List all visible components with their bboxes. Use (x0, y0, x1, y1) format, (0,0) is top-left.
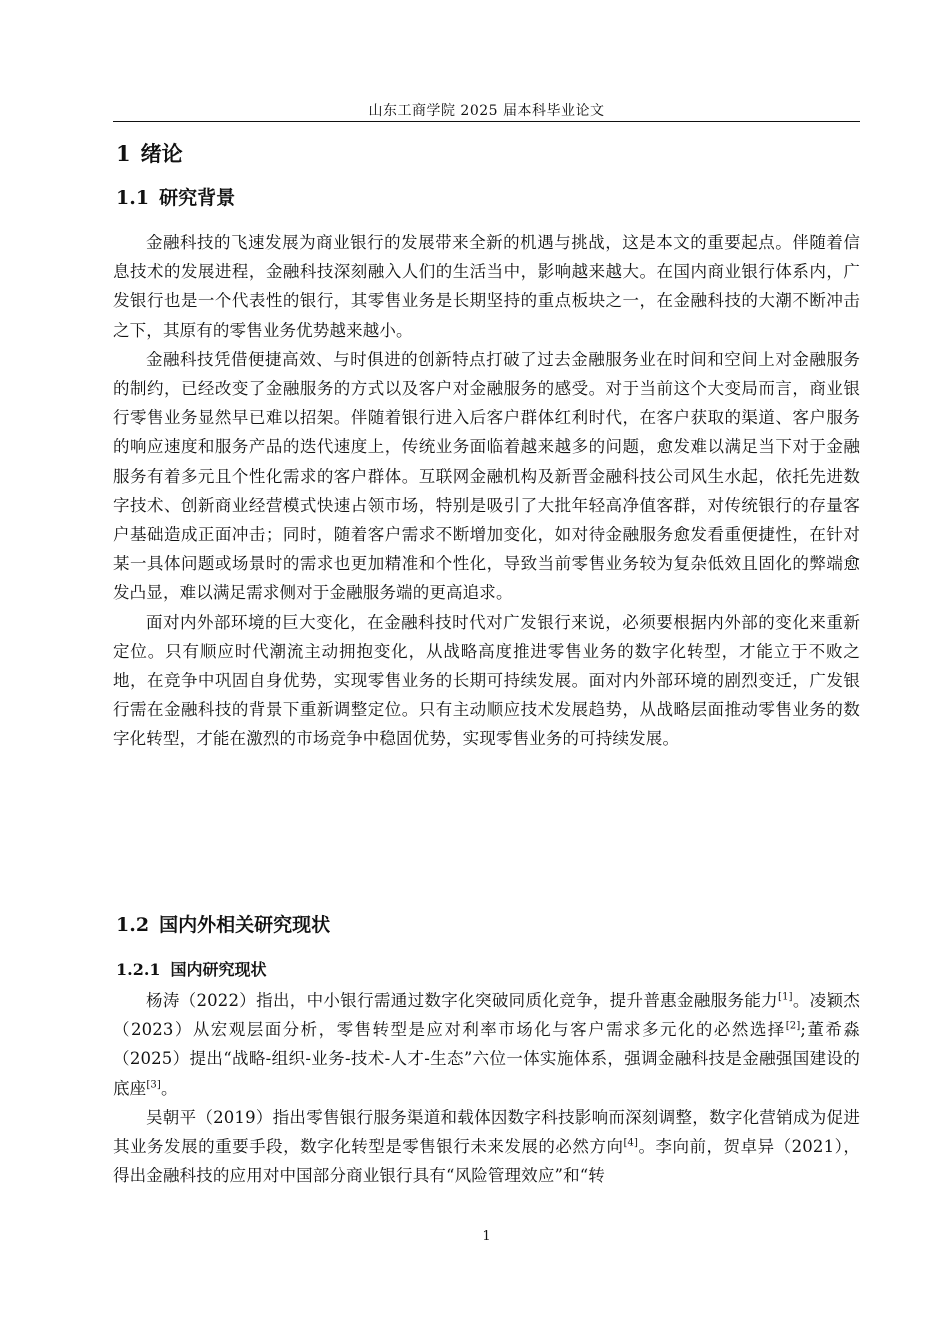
paragraph (113, 986, 860, 1103)
chapter-number: 1 (116, 141, 131, 166)
section-number: 1.1 (116, 187, 150, 209)
paragraph: 面对内外部环境的巨大变化，在金融科技时代对广发银行来说，必须要根据内外部的变化来重新定位。只有顺应时代潮流主动拥抱变化，从战略高度推进零售业务的数字化转型，才能立于不败之地，在竞争中巩固自身优势，实现零售业务的长期可持续发展。面对内外部环境的剧烈变迁，广发银行需在金融科技的背景下重新调整定位。只有主动顺应技术发展趋势，从战略层面推动零售业务的数字化转型，才能在激烈的市场竞争中稳固优势，实现零售业务的可持续发展。 (113, 612, 860, 749)
citation: [1] (778, 991, 793, 1003)
section-heading-1-1 (116, 185, 235, 211)
subsection-number: 1.2.1 (116, 960, 161, 979)
section-number: 1.2 (116, 914, 150, 936)
running-header: 山东工商学院 2025 届本科毕业论文 (368, 103, 605, 119)
citation: [4] (623, 1137, 639, 1149)
citation: [3] (146, 1079, 161, 1091)
citation: [2] (785, 1020, 801, 1032)
section-heading-1-2 (116, 912, 330, 938)
chapter-title: 绪论 (140, 141, 183, 166)
paragraph (113, 1103, 860, 1191)
subsection-heading-1-2-1 (116, 959, 267, 981)
text-run: 杨涛（2022）指出，中小银行需通过数字化突破同质化竞争，提升普惠金融服务能力 (146, 991, 779, 1010)
section-1-2-1-body (113, 986, 860, 1190)
chapter-heading (116, 140, 183, 168)
header-divider (113, 121, 860, 122)
text-run: 吴朝平（2019）指出零售银行服务渠道和载体因数字科技影响而深刻调整，数字化营销成为促进其业务发展的重要手段，数字化转型是零售银行未来发展的必然方向 (113, 1107, 860, 1157)
text-run: ;董希淼（2025）提出“战略-组织-业务-技术-人才-生态”六位一体实施体系，强调金融科技是金融强国建设的底座 (113, 1020, 860, 1098)
paragraph: 金融科技凭借便捷高效、与时俱进的创新特点打破了过去金融服务业在时间和空间上对金融服务的制约，已经改变了金融服务的方式以及客户对金融服务的感受。对于当前这个大变局而言，商业银行零售业务显然早已难以招架。伴随着银行进入后客户群体红利时代，在客户获取的渠道、客户服务的响应速度和服务产品的迭代速度上，传统业务面临着越来越多的问题，愈发难以满足当下对于金融服务有着多元且个性化需求的客户群体。互联网金融机构及新晋金融科技公司风生水起，依托先进数字技术、创新商业经营模式快速占领市场，特别是吸引了大批年轻高净值客群，对传统银行的存量客户基础造成正面冲击；同时，随着客户需求不断增加变化，如对待金融服务愈发看重便捷性，在针对某一具体问题或场景时的需求也更加精准和个性化，导致当前零售业务较为复杂低效且固化的弊端愈发凸显，难以满足需求侧对于金融服务端的更高追求。 (113, 349, 860, 603)
subsection-title: 国内研究现状 (170, 960, 267, 979)
section-1-1-body (113, 228, 860, 754)
text-run: 。凌颖杰（2023）从宏观层面分析，零售转型是应对利率市场化与客户需求多元化的必然选择 (113, 991, 860, 1040)
section-title: 研究背景 (159, 187, 236, 209)
text-run: 。 (160, 1078, 178, 1098)
page-number: 1 (482, 1229, 491, 1244)
section-title: 国内外相关研究现状 (159, 914, 331, 936)
text-run: 。李向前，贺卓异（2021），得出金融科技的应用对中国部分商业银行具有“风险管理效应”和“转 (113, 1137, 860, 1186)
paragraph: 金融科技的飞速发展为商业银行的发展带来全新的机遇与挑战，这是本文的重要起点。伴随着信息技术的发展进程，金融科技深刻融入人们的生活当中，影响越来越大。在国内商业银行体系内，广发银行也是一个代表性的银行，其零售业务是长期坚持的重点板块之一，在金融科技的大潮不断冲击之下，其原有的零售业务优势越来越小。 (113, 233, 860, 340)
